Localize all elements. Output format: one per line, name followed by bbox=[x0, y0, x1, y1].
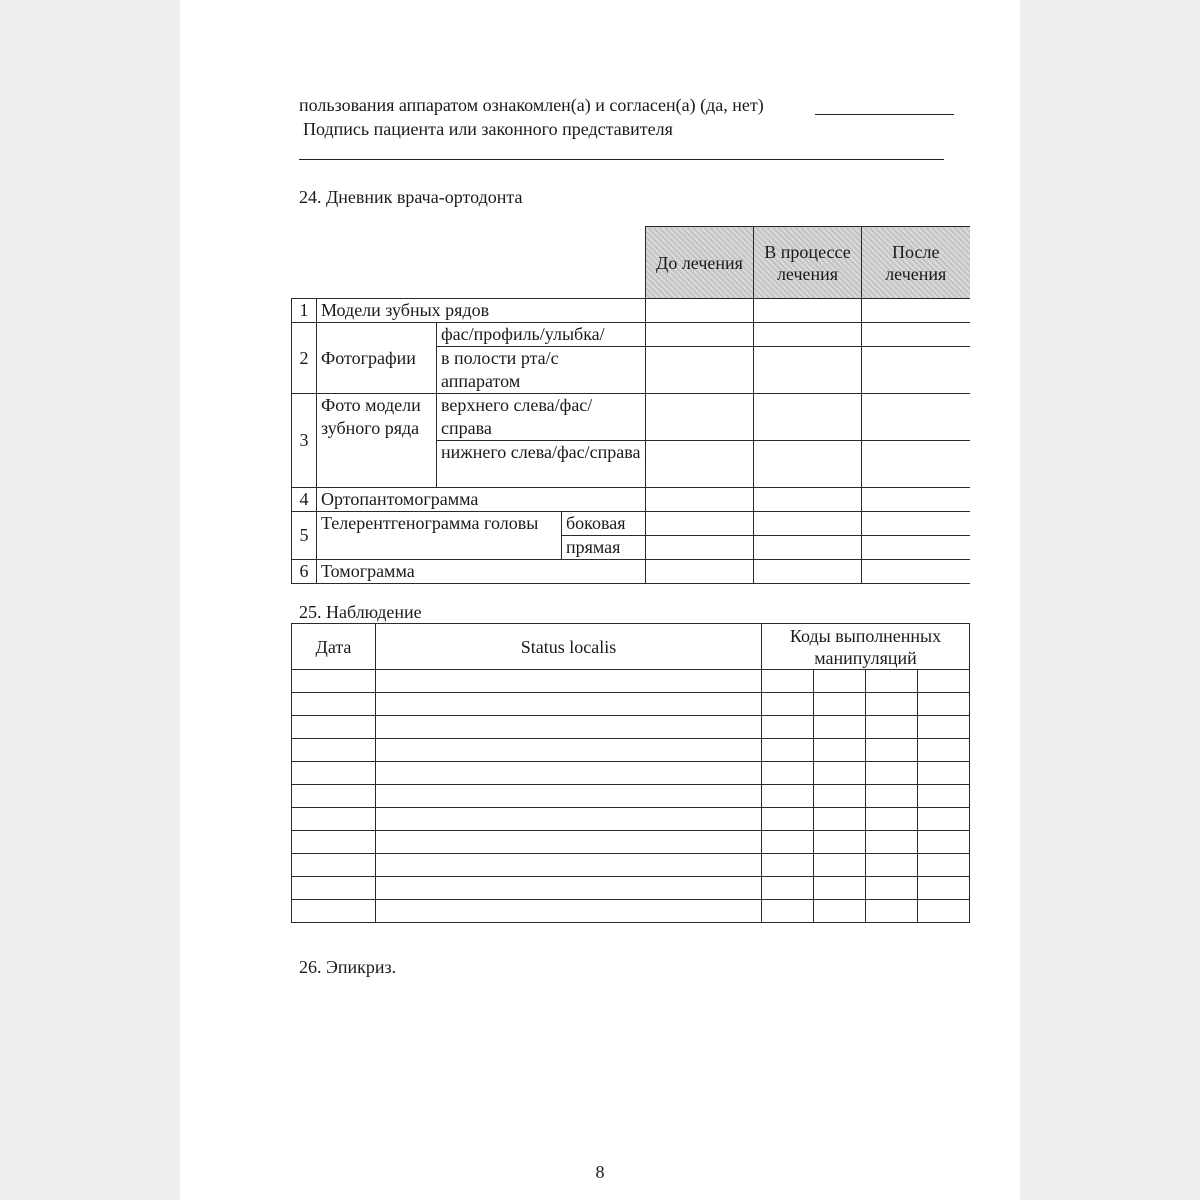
code-cell bbox=[918, 716, 970, 739]
cell-during bbox=[754, 560, 862, 584]
status-cell bbox=[376, 831, 762, 854]
table-row bbox=[292, 877, 970, 900]
date-cell bbox=[292, 808, 376, 831]
section-26-title: 26. Эпикриз. bbox=[299, 957, 397, 977]
code-cell bbox=[814, 877, 866, 900]
code-cell bbox=[866, 762, 918, 785]
table-row bbox=[292, 739, 970, 762]
table-row bbox=[292, 785, 970, 808]
code-cell bbox=[866, 670, 918, 693]
document-page bbox=[180, 0, 1020, 1200]
row-label: Фото модели зубного ряда bbox=[317, 394, 437, 488]
orthodontist-diary-table bbox=[291, 226, 970, 584]
column-date: Дата bbox=[292, 624, 376, 670]
code-cell bbox=[762, 831, 814, 854]
row-number: 2 bbox=[292, 323, 317, 394]
observation-table bbox=[291, 623, 970, 923]
date-cell bbox=[292, 831, 376, 854]
table-row bbox=[292, 693, 970, 716]
code-cell bbox=[866, 693, 918, 716]
signature-line bbox=[299, 159, 944, 160]
code-cell bbox=[866, 716, 918, 739]
row-label: Томограмма bbox=[317, 560, 646, 584]
table-row bbox=[292, 716, 970, 739]
code-cell bbox=[866, 877, 918, 900]
row-sublabel: фас/профиль/улыбка/ bbox=[437, 323, 646, 347]
code-cell bbox=[918, 785, 970, 808]
cell-after bbox=[862, 323, 970, 347]
cell-before bbox=[646, 323, 754, 347]
table-corner-blank bbox=[292, 227, 646, 299]
row-sublabel: в полости рта/с аппаратом bbox=[437, 347, 646, 394]
row-sublabel: боковая bbox=[562, 512, 646, 536]
row-sublabel: верхнего слева/фас/справа bbox=[437, 394, 646, 441]
code-cell bbox=[918, 900, 970, 923]
table-row bbox=[292, 808, 970, 831]
row-number: 3 bbox=[292, 394, 317, 488]
code-cell bbox=[814, 762, 866, 785]
date-cell bbox=[292, 670, 376, 693]
code-cell bbox=[866, 900, 918, 923]
cell-before bbox=[646, 347, 754, 394]
cell-after bbox=[862, 441, 970, 488]
date-cell bbox=[292, 716, 376, 739]
row-label: Телерентгенограмма головы bbox=[317, 512, 562, 560]
date-cell bbox=[292, 739, 376, 762]
code-cell bbox=[918, 670, 970, 693]
cell-before bbox=[646, 441, 754, 488]
row-label: Модели зубных рядов bbox=[317, 299, 646, 323]
code-cell bbox=[814, 670, 866, 693]
consent-answer-line bbox=[815, 114, 954, 115]
row-sublabel: прямая bbox=[562, 536, 646, 560]
code-cell bbox=[866, 739, 918, 762]
code-cell bbox=[918, 854, 970, 877]
cell-after bbox=[862, 560, 970, 584]
cell-during bbox=[754, 512, 862, 536]
code-cell bbox=[762, 739, 814, 762]
code-cell bbox=[814, 739, 866, 762]
row-label: Фотографии bbox=[317, 323, 437, 394]
code-cell bbox=[918, 762, 970, 785]
cell-after bbox=[862, 347, 970, 394]
cell-after bbox=[862, 299, 970, 323]
code-cell bbox=[866, 808, 918, 831]
signature-label: Подпись пациента или законного представителя bbox=[303, 119, 673, 139]
status-cell bbox=[376, 693, 762, 716]
table-row bbox=[292, 854, 970, 877]
cell-before bbox=[646, 394, 754, 441]
cell-before bbox=[646, 560, 754, 584]
date-cell bbox=[292, 693, 376, 716]
cell-before bbox=[646, 299, 754, 323]
cell-after bbox=[862, 488, 970, 512]
row-sublabel: нижнего слева/фас/справа bbox=[437, 441, 646, 488]
table-row bbox=[292, 670, 970, 693]
code-cell bbox=[814, 716, 866, 739]
consent-line: пользования аппаратом ознакомлен(а) и согласен(а) (да, нет) bbox=[299, 95, 764, 115]
status-cell bbox=[376, 670, 762, 693]
section-25-title: 25. Наблюдение bbox=[299, 602, 422, 622]
cell-before bbox=[646, 512, 754, 536]
row-number: 4 bbox=[292, 488, 317, 512]
status-cell bbox=[376, 716, 762, 739]
status-cell bbox=[376, 808, 762, 831]
section-24-title: 24. Дневник врача-ортодонта bbox=[299, 187, 523, 207]
code-cell bbox=[918, 693, 970, 716]
code-cell bbox=[866, 854, 918, 877]
code-cell bbox=[762, 693, 814, 716]
observation-rows bbox=[292, 670, 970, 923]
status-cell bbox=[376, 854, 762, 877]
code-cell bbox=[814, 785, 866, 808]
cell-during bbox=[754, 299, 862, 323]
status-cell bbox=[376, 762, 762, 785]
code-cell bbox=[762, 854, 814, 877]
code-cell bbox=[814, 854, 866, 877]
cell-during bbox=[754, 536, 862, 560]
code-cell bbox=[866, 785, 918, 808]
code-cell bbox=[918, 877, 970, 900]
cell-after bbox=[862, 512, 970, 536]
page-number: 8 bbox=[595, 1162, 605, 1182]
cell-after bbox=[862, 394, 970, 441]
row-number: 1 bbox=[292, 299, 317, 323]
date-cell bbox=[292, 854, 376, 877]
header-before-treatment: До лечения bbox=[646, 227, 754, 299]
code-cell bbox=[762, 785, 814, 808]
date-cell bbox=[292, 785, 376, 808]
status-cell bbox=[376, 900, 762, 923]
code-cell bbox=[762, 900, 814, 923]
row-number: 5 bbox=[292, 512, 317, 560]
cell-before bbox=[646, 488, 754, 512]
column-status-localis: Status localis bbox=[376, 624, 762, 670]
code-cell bbox=[918, 831, 970, 854]
cell-before bbox=[646, 536, 754, 560]
code-cell bbox=[762, 716, 814, 739]
date-cell bbox=[292, 900, 376, 923]
header-after-treatment: После лечения bbox=[862, 227, 970, 299]
code-cell bbox=[814, 693, 866, 716]
date-cell bbox=[292, 762, 376, 785]
status-cell bbox=[376, 785, 762, 808]
status-cell bbox=[376, 739, 762, 762]
code-cell bbox=[918, 739, 970, 762]
code-cell bbox=[814, 808, 866, 831]
code-cell bbox=[762, 762, 814, 785]
cell-during bbox=[754, 488, 862, 512]
cell-during bbox=[754, 347, 862, 394]
column-procedure-codes: Коды выполненных манипуляций bbox=[762, 624, 970, 670]
code-cell bbox=[814, 831, 866, 854]
table-row bbox=[292, 831, 970, 854]
date-cell bbox=[292, 877, 376, 900]
cell-after bbox=[862, 536, 970, 560]
code-cell bbox=[762, 808, 814, 831]
row-label: Ортопантомограмма bbox=[317, 488, 646, 512]
code-cell bbox=[814, 900, 866, 923]
table-row bbox=[292, 900, 970, 923]
code-cell bbox=[762, 670, 814, 693]
row-number: 6 bbox=[292, 560, 317, 584]
cell-during bbox=[754, 323, 862, 347]
code-cell bbox=[866, 831, 918, 854]
cell-during bbox=[754, 441, 862, 488]
status-cell bbox=[376, 877, 762, 900]
cell-during bbox=[754, 394, 862, 441]
code-cell bbox=[918, 808, 970, 831]
code-cell bbox=[762, 877, 814, 900]
table-row bbox=[292, 762, 970, 785]
header-during-treatment: В процессе лечения bbox=[754, 227, 862, 299]
